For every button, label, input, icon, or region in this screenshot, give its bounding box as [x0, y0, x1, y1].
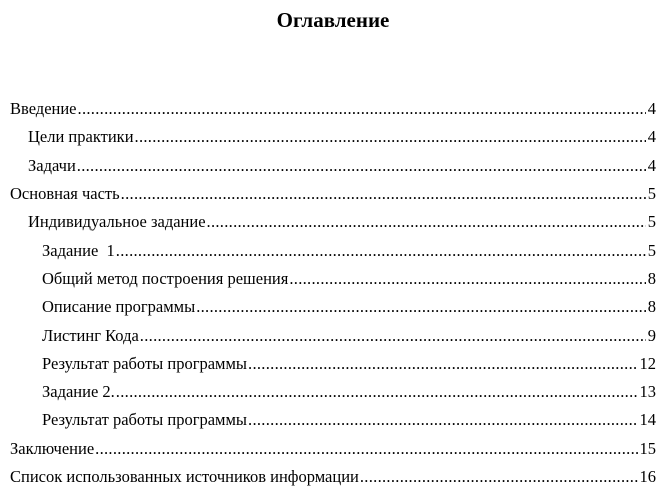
- toc-page-number: 5: [647, 184, 656, 204]
- toc-page-number: 8: [647, 268, 656, 288]
- toc-page-number: 5: [647, 212, 656, 232]
- toc-entry-label: Цели практики: [28, 127, 134, 147]
- toc-entry-introduction[interactable]: [0, 95, 666, 123]
- toc-entry-program-result-2[interactable]: [0, 406, 666, 434]
- page-title: Оглавление: [276, 8, 390, 32]
- toc-dot-leader: [116, 241, 646, 261]
- toc-entry-label: Заключение: [10, 438, 95, 458]
- toc-dot-leader: [196, 297, 646, 317]
- toc-entry-general-method[interactable]: [0, 265, 666, 293]
- toc-dot-leader: [78, 99, 646, 119]
- toc-entry-label: Список использованных источников информации: [10, 467, 359, 486]
- toc-dot-leader: [121, 184, 646, 204]
- toc-entry-label: Введение: [10, 99, 77, 119]
- toc-page-number: 14: [639, 410, 656, 430]
- toc-dot-leader: [289, 269, 645, 289]
- toc-dot-leader: [116, 382, 638, 402]
- toc-dot-leader: [360, 467, 638, 487]
- toc-page-number: 4: [647, 99, 656, 119]
- toc-entry-label: Задачи: [28, 155, 76, 175]
- toc-entry-label: Общий метод построения решения: [42, 268, 289, 288]
- toc-entry-label: Индивидуальное задание: [28, 212, 206, 232]
- toc-dot-leader: [77, 156, 646, 176]
- toc-entry-individual-task[interactable]: [0, 208, 666, 236]
- toc-page-number: 4: [647, 127, 656, 147]
- toc-page-number: 4: [647, 155, 656, 175]
- toc-page-number: 13: [639, 382, 656, 402]
- toc-entry-references[interactable]: [0, 463, 666, 491]
- toc-page-number: 9: [647, 325, 656, 345]
- toc-dot-leader: [207, 212, 646, 232]
- table-of-contents: [0, 95, 666, 491]
- toc-entry-program-description[interactable]: [0, 293, 666, 321]
- toc-page-number: 8: [647, 297, 656, 317]
- toc-dot-leader: [135, 127, 646, 147]
- toc-dot-leader: [95, 439, 637, 459]
- toc-entry-code-listing[interactable]: [0, 321, 666, 349]
- toc-entry-tasks[interactable]: [0, 152, 666, 180]
- toc-entry-label: Задание 2.: [42, 382, 115, 402]
- toc-entry-label: Результат работы программы: [42, 353, 248, 373]
- toc-entry-practice-goals[interactable]: [0, 123, 666, 151]
- toc-dot-leader: [248, 410, 637, 430]
- toc-entry-main-part[interactable]: [0, 180, 666, 208]
- toc-entry-task-2[interactable]: [0, 378, 666, 406]
- toc-page-number: 5: [647, 240, 656, 260]
- toc-page-number: 15: [639, 438, 656, 458]
- toc-dot-leader: [248, 354, 637, 374]
- toc-page-number: 16: [639, 467, 656, 486]
- toc-entry-label: Задание 1: [42, 240, 115, 260]
- toc-entry-task-1[interactable]: [0, 236, 666, 264]
- toc-entry-label: Листинг Кода: [42, 325, 139, 345]
- toc-page-number: 12: [639, 353, 656, 373]
- toc-entry-conclusion[interactable]: [0, 435, 666, 463]
- toc-entry-program-result-1[interactable]: [0, 350, 666, 378]
- toc-dot-leader: [140, 326, 646, 346]
- toc-entry-label: Описание программы: [42, 297, 196, 317]
- toc-entry-label: Основная часть: [10, 184, 120, 204]
- toc-entry-label: Результат работы программы: [42, 410, 248, 430]
